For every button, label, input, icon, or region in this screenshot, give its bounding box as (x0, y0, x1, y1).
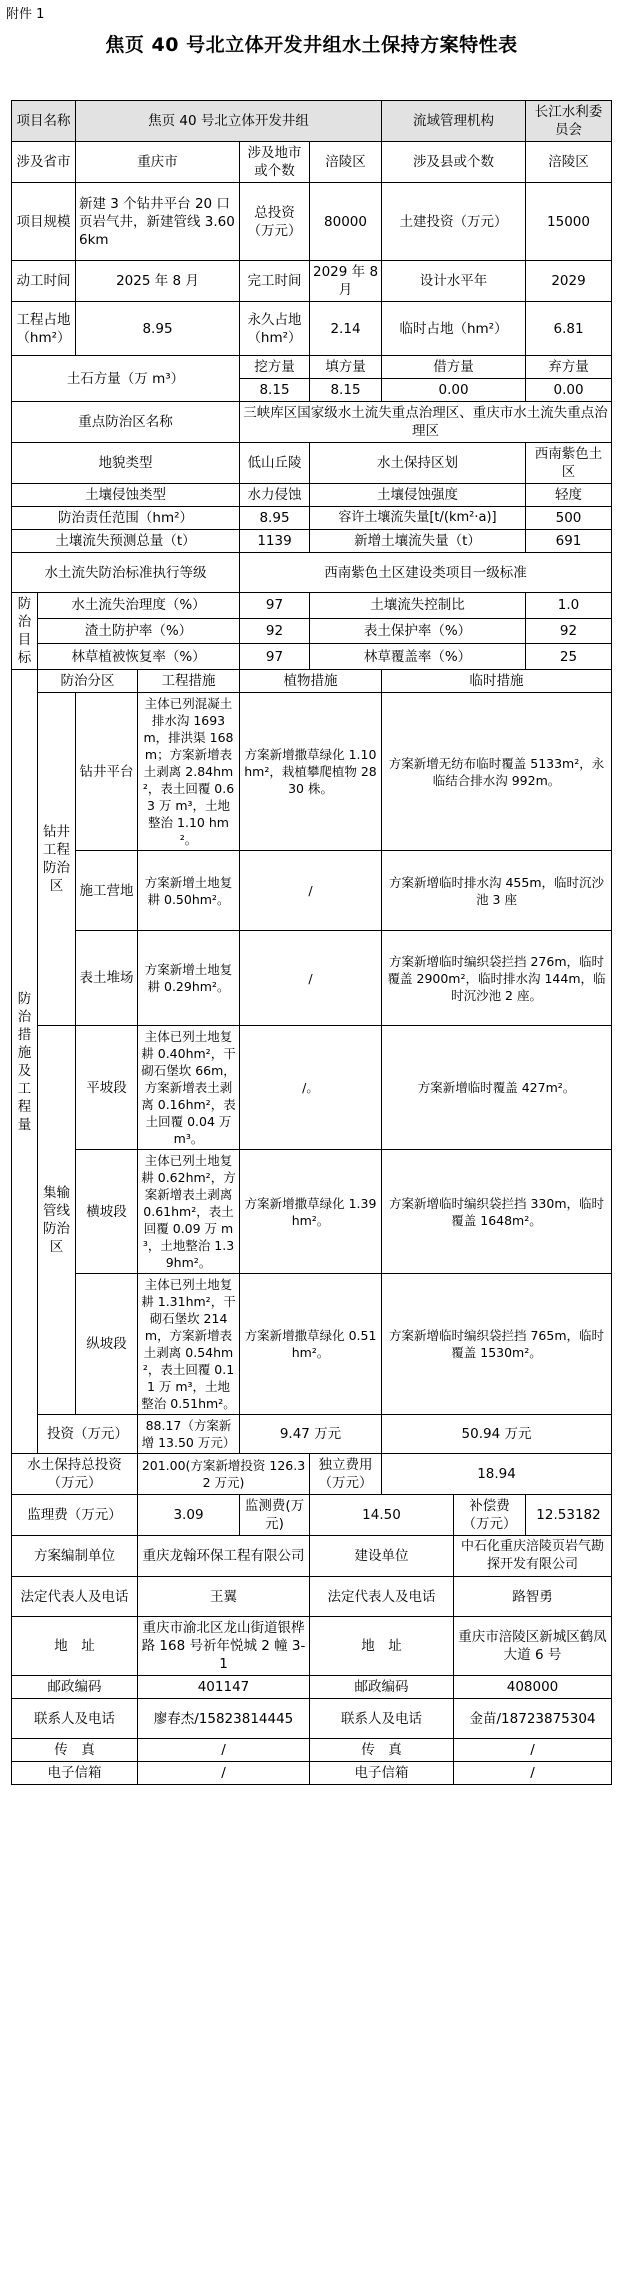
label-legal-rep-1: 法定代表人及电话 (12, 1577, 138, 1617)
target-value-2: 1.0 (526, 593, 612, 619)
temp-well-pad: 方案新增无纺布临时覆盖 5133m²，永临结合排水沟 992m。 (382, 693, 612, 851)
label-postcode-1: 邮政编码 (12, 1676, 138, 1699)
eng-flat-slope: 主体已列土地复耕 0.40hm²，干砌石堡坎 66m，方案新增表土剥离 0.16hm²，表土回覆 0.04 万 m³。 (138, 1026, 240, 1150)
earthwork-header-cut: 挖方量 (240, 356, 310, 379)
target-label-4: 表土保护率（%） (310, 618, 526, 644)
label-civil-investment: 土建投资（万元） (382, 183, 526, 261)
label-predicted-loss: 土壤流失预测总量（t） (12, 530, 240, 553)
target-value-4: 92 (526, 618, 612, 644)
measures-header-temporary: 临时措施 (382, 670, 612, 693)
label-supervision-fee: 监理费（万元） (12, 1495, 138, 1536)
value-total-wsc-investment: 201.00(方案新增投资 126.32 万元) (138, 1454, 310, 1495)
plant-cross-slope: 方案新增撒草绿化 1.39hm²。 (240, 1150, 382, 1274)
invest-plant: 9.47 万元 (240, 1415, 382, 1454)
value-province: 重庆市 (76, 142, 240, 183)
eng-long-slope: 主体已列土地复耕 1.31hm²，干砌石堡坎 214m，方案新增表土剥离 0.54hm²，表土回覆 0.11 万 m³，土地整治 0.51hm²。 (138, 1274, 240, 1415)
earthwork-value-borrow: 0.00 (382, 379, 526, 402)
label-design-year: 设计水平年 (382, 261, 526, 302)
label-address-2: 地 址 (310, 1617, 454, 1676)
label-end-time: 完工时间 (240, 261, 310, 302)
plant-well-pad: 方案新增撒草绿化 1.10hm²，栽植攀爬植物 2830 株。 (240, 693, 382, 851)
plant-flat-slope: /。 (240, 1026, 382, 1150)
value-fax-2: / (454, 1739, 612, 1762)
value-key-area: 三峡库区国家级水土流失重点治理区、重庆市水土流失重点治理区 (240, 402, 612, 443)
label-postcode-2: 邮政编码 (310, 1676, 454, 1699)
value-supervision-fee: 3.09 (138, 1495, 240, 1536)
measures-header-engineering: 工程措施 (138, 670, 240, 693)
label-fax-2: 传 真 (310, 1739, 454, 1762)
subzone-topsoil-yard: 表土堆场 (76, 931, 138, 1026)
label-compensation-fee: 补偿费（万元） (454, 1495, 526, 1536)
eng-camp: 方案新增土地复耕 0.50hm²。 (138, 851, 240, 931)
invest-engineering: 88.17（方案新增 13.50 万元） (138, 1415, 240, 1454)
value-temporary-land: 6.81 (526, 302, 612, 356)
label-contact-1: 联系人及电话 (12, 1699, 138, 1739)
label-soil-zoning: 水土保持区划 (310, 443, 526, 484)
label-total-wsc-investment: 水土保持总投资（万元） (12, 1454, 138, 1495)
earthwork-value-fill: 8.15 (310, 379, 382, 402)
value-project-scale: 新建 3 个钻井平台 20 口页岩气井，新建管线 3.606km (76, 183, 240, 261)
earthwork-value-cut: 8.15 (240, 379, 310, 402)
label-project-name: 项目名称 (12, 101, 76, 142)
value-start-time: 2025 年 8 月 (76, 261, 240, 302)
label-fax-1: 传 真 (12, 1739, 138, 1762)
earthwork-header-fill: 填方量 (310, 356, 382, 379)
subzone-cross-slope: 横坡段 (76, 1150, 138, 1274)
value-legal-rep-2: 路智勇 (454, 1577, 612, 1617)
value-builder: 中石化重庆涪陵页岩气勘探开发有限公司 (454, 1536, 612, 1577)
target-value-3: 92 (240, 618, 310, 644)
label-city-count: 涉及地市或个数 (240, 142, 310, 183)
subzone-well-pad: 钻井平台 (76, 693, 138, 851)
label-contact-2: 联系人及电话 (310, 1699, 454, 1739)
label-address-1: 地 址 (12, 1617, 138, 1676)
label-project-scale: 项目规模 (12, 183, 76, 261)
value-land-area: 8.95 (76, 302, 240, 356)
label-erosion-type: 土壤侵蚀类型 (12, 484, 240, 507)
value-landform: 低山丘陵 (240, 443, 310, 484)
value-new-loss: 691 (526, 530, 612, 553)
zone-pipeline: 集输管线防治区 (38, 1026, 76, 1415)
label-county-count: 涉及县或个数 (382, 142, 526, 183)
label-responsibility-scope: 防治责任范围（hm²） (12, 507, 240, 530)
label-land-area: 工程占地（hm²） (12, 302, 76, 356)
measures-header-plant: 植物措施 (240, 670, 382, 693)
value-email-2: / (454, 1762, 612, 1785)
subzone-camp: 施工营地 (76, 851, 138, 931)
label-standard-grade: 水土流失防治标准执行等级 (12, 553, 240, 593)
label-earthwork: 土石方量（万 m³） (12, 356, 240, 402)
subzone-long-slope: 纵坡段 (76, 1274, 138, 1415)
value-compensation-fee: 12.53182 (526, 1495, 612, 1536)
page-title: 焦页 40 号北立体开发井组水土保持方案特性表 (105, 34, 518, 56)
label-email-2: 电子信箱 (310, 1762, 454, 1785)
label-independent-fee: 独立费用（万元） (310, 1454, 382, 1495)
plant-long-slope: 方案新增撒草绿化 0.51hm²。 (240, 1274, 382, 1415)
plant-camp: / (240, 851, 382, 931)
value-independent-fee: 18.94 (382, 1454, 612, 1495)
measures-header-zone: 防治分区 (38, 670, 138, 693)
label-measures-investment: 投资（万元） (38, 1415, 138, 1454)
value-predicted-loss: 1139 (240, 530, 310, 553)
label-total-investment: 总投资（万元） (240, 183, 310, 261)
value-permanent-land: 2.14 (310, 302, 382, 356)
target-label-1: 水土流失治理度（%） (38, 593, 240, 619)
target-value-1: 97 (240, 593, 310, 619)
value-project-name: 焦页 40 号北立体开发井组 (76, 101, 382, 142)
value-civil-investment: 15000 (526, 183, 612, 261)
value-standard-grade: 西南紫色土区建设类项目一级标准 (240, 553, 612, 593)
label-basin-authority: 流域管理机构 (382, 101, 526, 142)
value-fax-1: / (138, 1739, 310, 1762)
value-email-1: / (138, 1762, 310, 1785)
label-monitoring-fee: 监测费(万元) (240, 1495, 310, 1536)
target-value-6: 25 (526, 644, 612, 670)
plant-topsoil-yard: / (240, 931, 382, 1026)
value-design-year: 2029 (526, 261, 612, 302)
value-contact-2: 金苗/18723875304 (454, 1699, 612, 1739)
earthwork-value-spoil: 0.00 (526, 379, 612, 402)
label-temporary-land: 临时占地（hm²） (382, 302, 526, 356)
label-prevention-targets: 防治目标 (12, 593, 38, 670)
value-contact-1: 廖春杰/15823814445 (138, 1699, 310, 1739)
invest-temporary: 50.94 万元 (382, 1415, 612, 1454)
target-label-3: 渣土防护率（%） (38, 618, 240, 644)
value-postcode-2: 408000 (454, 1676, 612, 1699)
value-city-count: 涪陵区 (310, 142, 382, 183)
label-compiler: 方案编制单位 (12, 1536, 138, 1577)
temp-long-slope: 方案新增临时编织袋拦挡 765m，临时覆盖 1530m²。 (382, 1274, 612, 1415)
value-postcode-1: 401147 (138, 1676, 310, 1699)
label-province: 涉及省市 (12, 142, 76, 183)
temp-camp: 方案新增临时排水沟 455m，临时沉沙池 3 座 (382, 851, 612, 931)
value-responsibility-scope: 8.95 (240, 507, 310, 530)
label-start-time: 动工时间 (12, 261, 76, 302)
value-monitoring-fee: 14.50 (310, 1495, 454, 1536)
value-end-time: 2029 年 8 月 (310, 261, 382, 302)
eng-well-pad: 主体已列混凝土排水沟 1693m，排洪渠 168m；方案新增表土剥离 2.84hm²，表土回覆 0.63 万 m³，土地整治 1.10 hm²。 (138, 693, 240, 851)
value-allowable-loss: 500 (526, 507, 612, 530)
temp-flat-slope: 方案新增临时覆盖 427m²。 (382, 1026, 612, 1150)
value-basin-authority: 长江水利委员会 (526, 101, 612, 142)
value-erosion-type: 水力侵蚀 (240, 484, 310, 507)
temp-topsoil-yard: 方案新增临时编织袋拦挡 276m，临时覆盖 2900m²，临时排水沟 144m，临时沉沙池 2 座。 (382, 931, 612, 1026)
zone-drilling: 钻井工程防治区 (38, 693, 76, 1026)
target-value-5: 97 (240, 644, 310, 670)
label-allowable-loss: 容许土壤流失量[t/(km²·a)] (310, 507, 526, 530)
subzone-flat-slope: 平坡段 (76, 1026, 138, 1150)
eng-cross-slope: 主体已列土地复耕 0.62hm²，方案新增表土剥离 0.61hm²，表土回覆 0.09 万 m³，土地整治 1.39hm²。 (138, 1150, 240, 1274)
label-erosion-intensity: 土壤侵蚀强度 (310, 484, 526, 507)
value-county-count: 涪陵区 (526, 142, 612, 183)
earthwork-header-borrow: 借方量 (382, 356, 526, 379)
value-address-2: 重庆市涪陵区新城区鹤凤大道 6 号 (454, 1617, 612, 1676)
earthwork-header-spoil: 弃方量 (526, 356, 612, 379)
value-soil-zoning: 西南紫色土区 (526, 443, 612, 484)
label-prevention-measures: 防治措施及工程量 (12, 670, 38, 1454)
target-label-6: 林草覆盖率（%） (310, 644, 526, 670)
label-legal-rep-2: 法定代表人及电话 (310, 1577, 454, 1617)
temp-cross-slope: 方案新增临时编织袋拦挡 330m，临时覆盖 1648m²。 (382, 1150, 612, 1274)
eng-topsoil-yard: 方案新增土地复耕 0.29hm²。 (138, 931, 240, 1026)
target-label-5: 林草植被恢复率（%） (38, 644, 240, 670)
characteristics-table (11, 100, 612, 1785)
label-key-area: 重点防治区名称 (12, 402, 240, 443)
target-label-2: 土壤流失控制比 (310, 593, 526, 619)
value-erosion-intensity: 轻度 (526, 484, 612, 507)
annex-label: 附件 1 (6, 7, 45, 22)
label-permanent-land: 永久占地（hm²） (240, 302, 310, 356)
label-email-1: 电子信箱 (12, 1762, 138, 1785)
value-address-1: 重庆市渝北区龙山街道银桦路 168 号祈年悦城 2 幢 3-1 (138, 1617, 310, 1676)
value-compiler: 重庆龙翰环保工程有限公司 (138, 1536, 310, 1577)
label-landform: 地貌类型 (12, 443, 240, 484)
value-total-investment: 80000 (310, 183, 382, 261)
value-legal-rep-1: 王翼 (138, 1577, 310, 1617)
label-builder: 建设单位 (310, 1536, 454, 1577)
label-new-loss: 新增土壤流失量（t） (310, 530, 526, 553)
